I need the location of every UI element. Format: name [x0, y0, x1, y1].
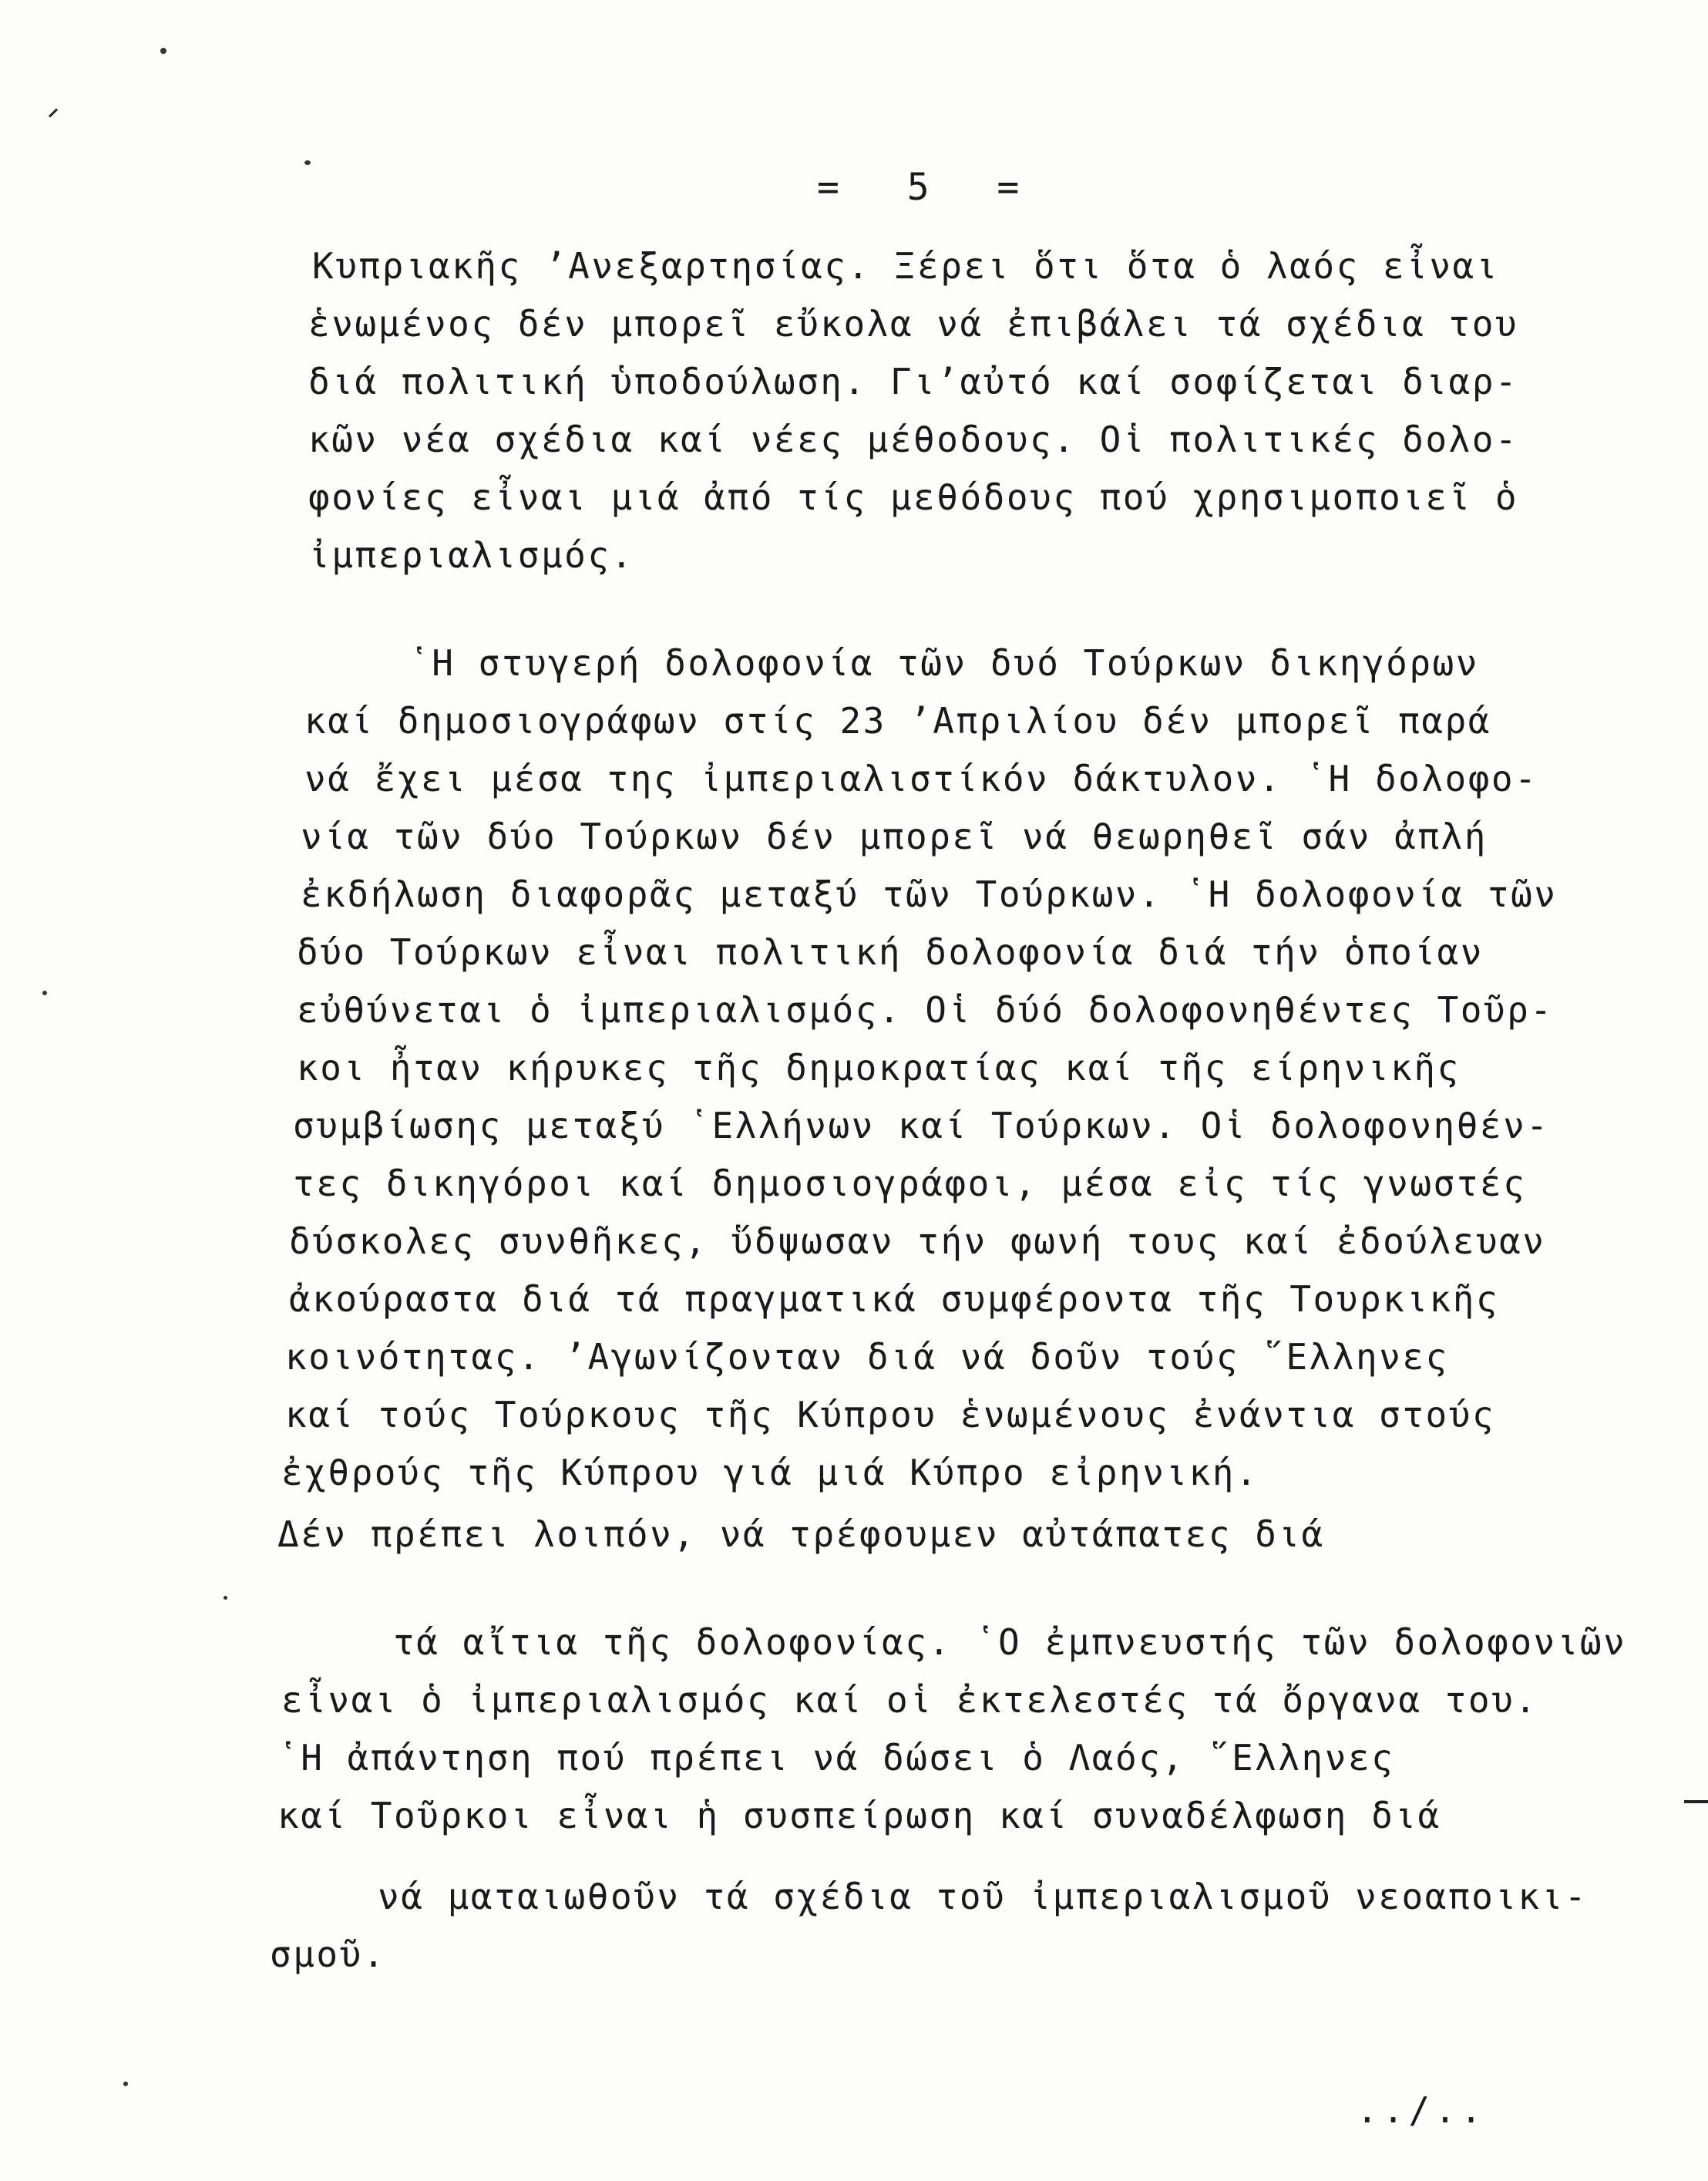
scan-speck [160, 48, 166, 54]
text-line: Δέν πρέπει λοιπόν, νά τρέφουμεν αὐτάπατες διά [277, 1513, 1325, 1555]
text-line: εὐθύνεται ὁ ἰμπεριαλισμός. Οἱ δύό δολοφονηθέντες Τοῦρ- [297, 989, 1554, 1031]
continuation-mark: ../.. [1357, 2089, 1487, 2131]
text-line: κοι ἦταν κήρυκες τῆς δημοκρατίας καί τῆς είρηνικῆς [297, 1047, 1461, 1089]
page-number: = 5 = [817, 166, 1027, 209]
scan-edge-mark [1684, 1800, 1708, 1803]
text-line: ἐχθρούς τῆς Κύπρου γιά μιά Κύπρο εἰρηνική. [281, 1452, 1259, 1493]
text-line: τες δικηγόροι καί δημοσιογράφοι, μέσα εἰς τίς γνωστές [293, 1163, 1527, 1204]
text-line: εἶναι ὁ ἰμπεριαλισμός καί οἱ ἐκτελεστές τά ὄργανα του. [281, 1679, 1538, 1721]
text-line: καί Τοῦρκοι εἶναι ἡ συσπείρωση καί συναδέλφωση διά [277, 1795, 1441, 1836]
text-line: καί δημοσιογράφων στίς 23 ’Απριλίου δέν μπορεῖ παρά [304, 700, 1491, 742]
text-line: νία τῶν δύο Τούρκων δέν μπορεῖ νά θεωρηθεῖ σάν ἀπλή [301, 816, 1488, 857]
text-line: συμβίωσης μεταξύ ῾Ελλήνων καί Τούρκων. Οἱ δολοφονηθέν- [293, 1105, 1550, 1146]
scan-speck [42, 991, 47, 995]
text-line: δύσκολες συνθῆκες, ὕδψωσαν τήν φωνή τους καί ἐδούλευαν [289, 1220, 1546, 1262]
text-line: τά αἴτια τῆς δολοφονίας. ῾Ο ἐμπνευστής τῶν δολοφονιῶν [393, 1621, 1627, 1663]
text-line: ἐκδήλωση διαφορᾶς μεταξύ τῶν Τούρκων. ῾Η δολοφονία τῶν [301, 873, 1558, 915]
text-line: σμοῦ. [270, 1934, 386, 1975]
scan-edge-mark [49, 108, 58, 117]
text-line: ἑνωμένος δέν μπορεῖ εὔκολα νά ἐπιβάλει τά σχέδια του [308, 303, 1519, 345]
text-line: καί τούς Τούρκους τῆς Κύπρου ἑνωμένους ἐνάντια στούς [285, 1394, 1496, 1435]
text-line: διά πολιτική ὑποδούλωση. Γι’αὐτό καί σοφίζεται διαρ- [308, 361, 1519, 402]
scan-speck [224, 1596, 227, 1600]
text-line: Κυπριακῆς ’Ανεξαρτησίας. Ξέρει ὅτι ὅτα ὁ λαός εἶναι [312, 245, 1499, 287]
text-line: ῾Η στυγερή δολοφονία τῶν δυό Τούρκων δικηγόρων [409, 642, 1479, 684]
text-line: νά ἔχει μέσα της ἰμπεριαλιστίκόν δάκτυλον. ῾Η δολοφο- [304, 758, 1538, 799]
scan-speck [304, 160, 311, 165]
text-line: κῶν νέα σχέδια καί νέες μέθοδους. Οἱ πολιτικές δολο- [308, 419, 1519, 460]
text-line: ἰμπεριαλισμός. [308, 534, 634, 576]
text-line: ῾Η ἀπάντηση πού πρέπει νά δώσει ὁ Λαός, ῞Ελληνες [277, 1737, 1395, 1779]
text-line: φονίες εἶναι μιά ἀπό τίς μεθόδους πού χρησιμοποιεῖ ὁ [308, 476, 1519, 518]
text-line: κοινότητας. ’Αγωνίζονταν διά νά δοῦν τούς ῞Ελληνες [285, 1336, 1449, 1378]
text-line: ἀκούραστα διά τά πραγματικά συμφέροντα τῆς Τουρκικῆς [289, 1278, 1500, 1320]
text-line: νά ματαιωθοῦν τά σχέδια τοῦ ἰμπεριαλισμοῦ νεοαποικι- [378, 1876, 1589, 1917]
text-line: δύο Τούρκων εἶναι πολιτική δολοφονία διά τήν ὁποίαν [297, 931, 1484, 973]
scan-speck [123, 2082, 128, 2086]
